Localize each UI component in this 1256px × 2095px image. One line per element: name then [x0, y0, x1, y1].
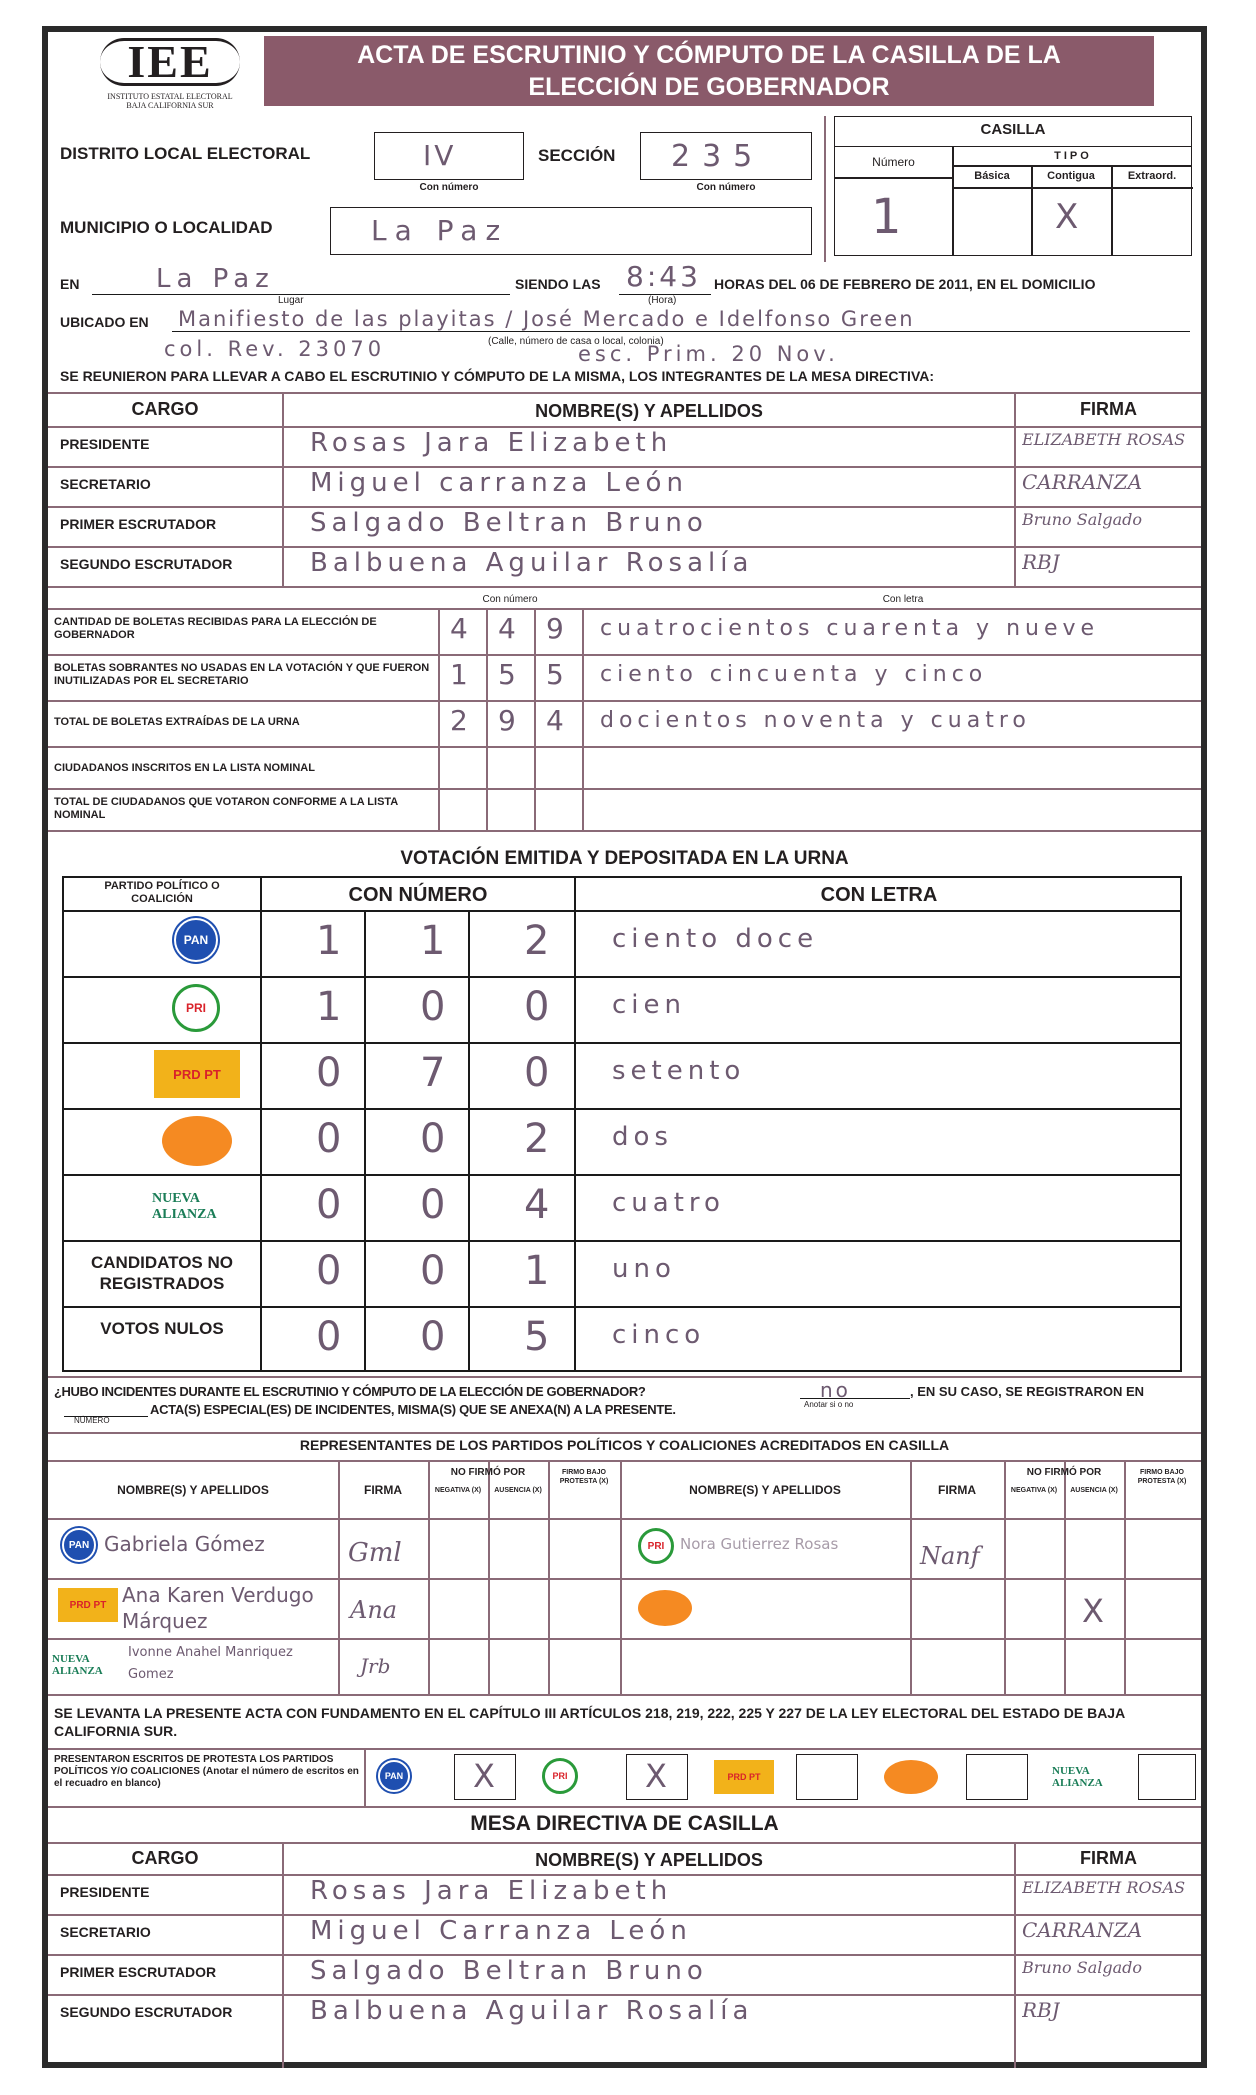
votacion-partido-header: PARTIDO POLÍTICO O COALICIÓN	[104, 880, 220, 905]
boletas-digit-1-3[interactable]: 9	[546, 612, 567, 645]
votacion-label-7: VOTOS NULOS	[100, 1319, 224, 1338]
domicilio-line-1[interactable]: Manifiesto de las playitas / José Mercado e Idelfonso Green	[178, 307, 915, 331]
mesa_bottom-nombre-3[interactable]: Salgado Beltran Bruno	[310, 1956, 708, 1986]
rep-left-negativa-header: NEGATIVA (X)	[434, 1487, 482, 1494]
rep-left-nofirmo-header: NO FIRMÓ POR	[450, 1467, 526, 1478]
hora-caption: (Hora)	[648, 295, 677, 306]
votacion-pan-logo: PAN	[174, 918, 218, 962]
votacion-digit-6-2[interactable]: 0	[420, 1248, 449, 1294]
votacion-digit-5-2[interactable]: 0	[420, 1182, 449, 1228]
institute-state: BAJA CALIFORNIA SUR	[126, 101, 214, 110]
casilla-numero-value[interactable]: 1	[871, 189, 905, 245]
boletas-digit-3-2[interactable]: 9	[498, 704, 519, 737]
protesta-na-logo: NUEVA ALIANZA	[1052, 1765, 1103, 1789]
protesta-prdpt-box[interactable]	[796, 1754, 858, 1800]
title-line-2: ELECCIÓN DE GOBERNADOR	[528, 73, 890, 101]
votacion-letra-header: CON LETRA	[820, 884, 938, 906]
boletas-digit-3-3[interactable]: 4	[546, 704, 567, 737]
rep-left-firma-2[interactable]: Ana	[350, 1596, 398, 1624]
votacion-digit-6-3[interactable]: 1	[524, 1248, 553, 1294]
boletas-letra-header: Con letra	[882, 594, 924, 605]
incidentes-line-2: ACTA(S) ESPECIAL(ES) DE INCIDENTES, MISMA(S) QUE SE ANEXA(N) A LA PRESENTE.	[150, 1402, 676, 1417]
mesa-bottom-cargo-header: CARGO	[131, 1848, 199, 1868]
protesta-pri-logo: PRI	[542, 1758, 578, 1794]
siendo-label: SIENDO LAS	[515, 276, 601, 292]
votacion-digit-2-1[interactable]: 1	[316, 984, 345, 1030]
boletas-digit-2-2[interactable]: 5	[498, 658, 519, 691]
boletas-label-1: CANTIDAD DE BOLETAS RECIBIDAS PARA LA ELECCIÓN DE GOBERNADOR	[54, 616, 377, 641]
rep-left-name-2[interactable]: Ana Karen Verdugo Márquez	[122, 1583, 314, 1633]
rep-left-protesta-header: FIRMO BAJO PROTESTA (X)	[559, 1469, 609, 1485]
votacion-digit-1-1[interactable]: 1	[316, 918, 345, 964]
votacion-digit-5-3[interactable]: 4	[524, 1182, 553, 1228]
mesa_top-nombre-4[interactable]: Balbuena Aguilar Rosalía	[310, 548, 754, 578]
mesa-top-nombre-header: NOMBRE(S) Y APELLIDOS	[535, 401, 763, 421]
votacion-letra-7[interactable]: cinco	[612, 1320, 706, 1350]
votacion-digit-1-3[interactable]: 2	[524, 918, 553, 964]
mesa_top-cargo-1: PRESIDENTE	[60, 436, 150, 452]
mesa-top-firma-header: FIRMA	[1080, 399, 1137, 419]
rep-left-nombre-header: NOMBRE(S) Y APELLIDOS	[117, 1483, 269, 1497]
rep-right-negativa-header: NEGATIVA (X)	[1010, 1487, 1058, 1494]
votacion-title: VOTACIÓN EMITIDA Y DEPOSITADA EN LA URNA	[400, 848, 849, 869]
boletas-label-4: CIUDADANOS INSCRITOS EN LA LISTA NOMINAL	[54, 762, 315, 774]
mesa_bottom-cargo-4: SEGUNDO ESCRUTADOR	[60, 2004, 233, 2020]
boletas-digit-3-1[interactable]: 2	[450, 704, 471, 737]
rep-right-nombre-header: NOMBRE(S) Y APELLIDOS	[689, 1483, 841, 1497]
rep-right-firma-1[interactable]: Nanf	[920, 1542, 980, 1570]
votacion-digit-2-3[interactable]: 0	[524, 984, 553, 1030]
votacion-digit-7-1[interactable]: 0	[316, 1314, 345, 1360]
votacion-eagle-logo	[162, 1116, 232, 1166]
title-banner	[264, 36, 1154, 106]
municipio-label: MUNICIPIO O LOCALIDAD	[60, 218, 273, 237]
votacion-prd-pt-logo: PRD PT	[154, 1050, 240, 1098]
institute-name: INSTITUTO ESTATAL ELECTORAL	[107, 92, 233, 101]
boletas-num-header: Con número	[482, 594, 538, 605]
incidentes-question: ¿HUBO INCIDENTES DURANTE EL ESCRUTINIO Y CÓMPUTO DE LA ELECCIÓN DE GOBERNADOR?	[54, 1384, 646, 1399]
seccion-field[interactable]: 235	[640, 132, 812, 180]
protesta-pan-box[interactable]: X	[454, 1754, 516, 1800]
mesa_top-nombre-1[interactable]: Rosas Jara Elizabeth	[310, 428, 673, 458]
rep-right-firma-header: FIRMA	[938, 1483, 976, 1497]
rep-right-pri-logo: PRI	[638, 1528, 674, 1564]
votacion-digit-4-1[interactable]: 0	[316, 1116, 345, 1162]
incidentes-answer[interactable]: no	[820, 1378, 851, 1402]
rep-left-firma-header: FIRMA	[364, 1483, 402, 1497]
votacion-digit-4-3[interactable]: 2	[524, 1116, 553, 1162]
mesa_bottom-cargo-2: SECRETARIO	[60, 1924, 151, 1940]
votacion-digit-2-2[interactable]: 0	[420, 984, 449, 1030]
votacion-nueva-alianza-logo: NUEVA ALIANZA	[152, 1191, 217, 1222]
mesa-bottom-nombre-header: NOMBRE(S) Y APELLIDOS	[535, 1850, 763, 1870]
mesa_bottom-firma-2[interactable]: CARRANZA	[1022, 1918, 1143, 1942]
horas-text: HORAS DEL 06 DE FEBRERO DE 2011, EN EL DOMICILIO	[714, 276, 1096, 292]
iee-logo-mark: IEE	[100, 38, 240, 86]
distrito-label: DISTRITO LOCAL ELECTORAL	[60, 144, 311, 163]
mesa_bottom-firma-1[interactable]: ELIZABETH ROSAS	[1022, 1878, 1186, 1897]
seccion-caption: Con número	[696, 182, 756, 193]
rep-left-na-logo: NUEVA ALIANZA	[52, 1653, 103, 1677]
boletas-letra-1[interactable]: cuatrocientos cuarenta y nueve	[600, 616, 1100, 641]
boletas-digit-2-3[interactable]: 5	[546, 658, 567, 691]
votacion-digit-5-1[interactable]: 0	[316, 1182, 345, 1228]
boletas-letra-3[interactable]: docientos noventa y cuatro	[600, 708, 1031, 733]
mesa_top-firma-1[interactable]: ELIZABETH ROSAS	[1022, 430, 1186, 449]
mesa_top-firma-2[interactable]: CARRANZA	[1022, 470, 1143, 494]
votacion-pri-logo: PRI	[172, 984, 220, 1032]
votacion-digit-4-2[interactable]: 0	[420, 1116, 449, 1162]
boletas-letra-2[interactable]: ciento cincuenta y cinco	[600, 662, 988, 687]
incidentes-ans-caption: Anotar si o no	[804, 1400, 854, 1409]
iee-logo	[90, 38, 250, 118]
acta-page	[42, 26, 1207, 2068]
protesta-pri-box[interactable]: X	[626, 1754, 688, 1800]
mesa_top-nombre-3[interactable]: Salgado Beltran Bruno	[310, 508, 708, 538]
votacion-digit-7-3[interactable]: 5	[524, 1314, 553, 1360]
mesa_bottom-firma-4[interactable]: RBJ	[1022, 1998, 1060, 2022]
votacion-letra-2[interactable]: cien	[612, 990, 686, 1020]
header-divider	[824, 116, 826, 262]
mesa_bottom-cargo-1: PRESIDENTE	[60, 1884, 150, 1900]
mesa_top-nombre-2[interactable]: Miguel carranza León	[310, 468, 688, 498]
votacion-digit-3-3[interactable]: 0	[524, 1050, 553, 1096]
casilla-extraord-label: Extraord.	[1127, 170, 1177, 182]
rep-left-firma-1[interactable]: Gml	[348, 1538, 402, 1568]
votacion-letra-1[interactable]: ciento doce	[612, 924, 819, 954]
casilla-numero-label: Número	[872, 155, 915, 169]
boletas-digit-2-1[interactable]: 1	[450, 658, 471, 691]
rep-right-ausencia-header: AUSENCIA (X)	[1070, 1487, 1118, 1494]
casilla-contigua-label: Contigua	[1047, 170, 1095, 182]
rep-left-firma-3[interactable]: Jrb	[360, 1654, 391, 1678]
ubicado-label: UBICADO EN	[60, 314, 149, 330]
reunieron-text: SE REUNIERON PARA LLEVAR A CABO EL ESCRUTINIO Y CÓMPUTO DE LA MISMA, LOS INTEGRANTES DE LA MESA DIRECTIVA:	[60, 368, 935, 384]
boletas-label-5: TOTAL DE CIUDADANOS QUE VOTARON CONFORME A LA LISTA NOMINAL	[54, 796, 398, 821]
protesta-na-box[interactable]	[1138, 1754, 1196, 1800]
mesa_bottom-nombre-4[interactable]: Balbuena Aguilar Rosalía	[310, 1996, 754, 2026]
votacion-digit-7-2[interactable]: 0	[420, 1314, 449, 1360]
boletas-digit-1-1[interactable]: 4	[450, 612, 471, 645]
rep-right-eagle-logo	[638, 1590, 692, 1626]
boletas-digit-1-2[interactable]: 4	[498, 612, 519, 645]
domicilio-line-3[interactable]: esc. Prim. 20 Nov.	[578, 342, 839, 366]
protesta-section	[48, 1748, 1201, 1808]
boletas-label-3: TOTAL DE BOLETAS EXTRAÍDAS DE LA URNA	[54, 716, 300, 728]
distrito-caption: Con número	[419, 182, 479, 193]
votacion-digit-3-2[interactable]: 7	[420, 1050, 449, 1096]
distrito-field[interactable]: IV	[374, 132, 524, 180]
incidentes-num-caption: NÚMERO	[74, 1416, 110, 1425]
protesta-prdpt-logo: PRD PT	[714, 1760, 774, 1794]
seccion-label: SECCIÓN	[538, 146, 616, 165]
mesa_bottom-cargo-3: PRIMER ESCRUTADOR	[60, 1964, 217, 1980]
mesa_bottom-firma-3[interactable]: Bruno Salgado	[1022, 1958, 1143, 1977]
protesta-label: PRESENTARON ESCRITOS DE PROTESTA LOS PARTIDOS POLÍTICOS Y/O COALICIONES (Anotar el número de escritos en el recuadro en blanco)	[54, 1754, 359, 1789]
mesa_bottom-nombre-2[interactable]: Miguel Carranza León	[310, 1916, 692, 1946]
representantes-table	[48, 1432, 1201, 1722]
rep-right-protesta-header: FIRMO BAJO PROTESTA (X)	[1137, 1469, 1187, 1485]
protesta-eagle-logo	[884, 1760, 938, 1794]
protesta-pan-logo: PAN	[378, 1760, 410, 1792]
mesa_top-firma-4[interactable]: RBJ	[1022, 550, 1060, 574]
casilla-box	[834, 116, 1192, 256]
casilla-basica-label: Básica	[974, 170, 1010, 182]
mesa_top-cargo-2: SECRETARIO	[60, 476, 151, 492]
mesa-bottom-firma-header: FIRMA	[1080, 1848, 1137, 1868]
rep-right-name-1[interactable]: Nora Gutierrez Rosas	[680, 1535, 839, 1553]
lugar-caption: Lugar	[278, 295, 304, 306]
rep-left-name-3[interactable]: Ivonne Anahel Manriquez Gomez	[128, 1645, 293, 1682]
votacion-letra-5[interactable]: cuatro	[612, 1188, 725, 1218]
mesa_bottom-nombre-1[interactable]: Rosas Jara Elizabeth	[310, 1876, 673, 1906]
domicilio-caption: (Calle, número de casa o local, colonia)	[488, 336, 664, 347]
protesta-eagle-box[interactable]	[966, 1754, 1028, 1800]
rep-left-name-1[interactable]: Gabriela Gómez	[104, 1532, 265, 1556]
domicilio-line-2[interactable]: col. Rev. 23070	[164, 337, 386, 361]
incidentes-tail: , EN SU CASO, SE REGISTRARON EN	[910, 1384, 1145, 1399]
votacion-digit-3-1[interactable]: 0	[316, 1050, 345, 1096]
mesa-top-cargo-header: CARGO	[131, 399, 199, 419]
lugar-value[interactable]: La Paz	[156, 264, 275, 294]
casilla-title: CASILLA	[835, 117, 1191, 147]
votacion-letra-3[interactable]: setento	[612, 1056, 746, 1086]
rep-left-ausencia-header: AUSENCIA (X)	[494, 1487, 542, 1494]
fundamento-text: SE LEVANTA LA PRESENTE ACTA CON FUNDAMENTO EN EL CAPÍTULO III ARTÍCULOS 218, 219, 222, 225 Y 227 DE LA LEY ELECTORAL DEL ESTADO DE BAJA CALIFORNIA SUR.	[54, 1705, 1125, 1739]
incidentes-section	[48, 1378, 1201, 1428]
casilla-contigua-mark[interactable]: X	[1055, 197, 1082, 237]
votacion-num-header: CON NÚMERO	[348, 884, 488, 906]
mesa-bottom-title: MESA DIRECTIVA DE CASILLA	[470, 1812, 779, 1835]
mesa_top-firma-3[interactable]: Bruno Salgado	[1022, 510, 1143, 529]
en-label: EN	[60, 276, 80, 292]
hora-value[interactable]: 8:43	[626, 260, 701, 293]
casilla-tipo-label: TIPO	[1054, 150, 1092, 162]
rep-left-pan-logo: PAN	[62, 1528, 96, 1562]
representantes-title: REPRESENTANTES DE LOS PARTIDOS POLÍTICOS Y COALICIONES ACREDITADOS EN CASILLA	[299, 1437, 950, 1453]
rep-right-nofirmo-header: NO FIRMÓ POR	[1026, 1467, 1102, 1478]
votacion-letra-4[interactable]: dos	[612, 1122, 673, 1152]
municipio-field[interactable]: La Paz	[330, 207, 812, 255]
votacion-label-6: CANDIDATOS NO REGISTRADOS	[91, 1253, 233, 1293]
boletas-label-2: BOLETAS SOBRANTES NO USADAS EN LA VOTACIÓN Y QUE FUERON INUTILIZADAS POR EL SECRETARIO	[54, 662, 430, 687]
votacion-letra-6[interactable]: uno	[612, 1254, 676, 1284]
rep-right-ausencia-mark[interactable]: X	[1082, 1592, 1104, 1630]
votacion-digit-6-1[interactable]: 0	[316, 1248, 345, 1294]
mesa_top-cargo-3: PRIMER ESCRUTADOR	[60, 516, 217, 532]
rep-left-prdpt-logo: PRD PT	[58, 1588, 118, 1622]
title-line-1: ACTA DE ESCRUTINIO Y CÓMPUTO DE LA CASILLA DE LA	[357, 41, 1061, 69]
mesa_top-cargo-4: SEGUNDO ESCRUTADOR	[60, 556, 233, 572]
votacion-digit-1-2[interactable]: 1	[420, 918, 449, 964]
